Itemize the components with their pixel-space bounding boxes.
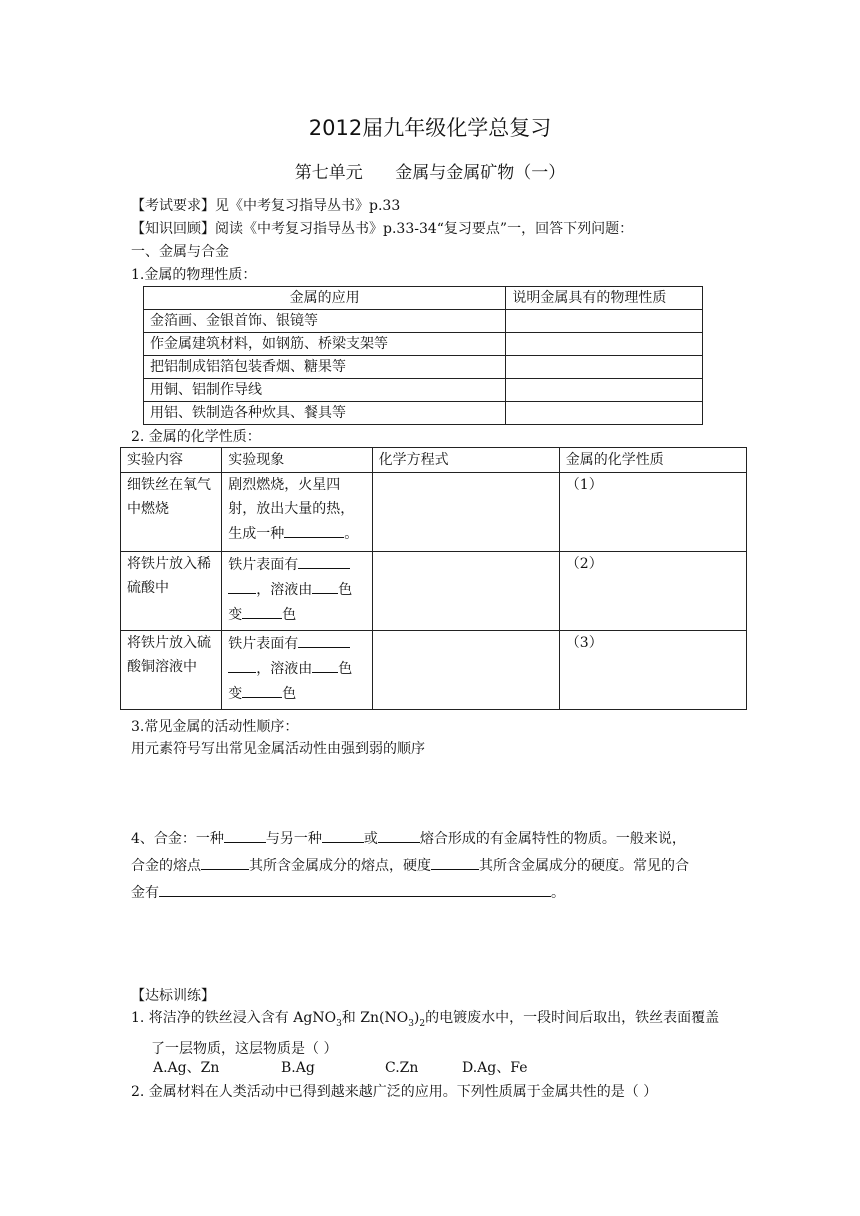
answer-blank[interactable] bbox=[322, 826, 364, 843]
answer-cell[interactable] bbox=[506, 379, 703, 402]
table-header: 实验现象 bbox=[222, 448, 372, 473]
answer-blank[interactable] bbox=[201, 853, 249, 870]
property-cell: （1） bbox=[559, 473, 746, 552]
answer-cell[interactable] bbox=[506, 310, 703, 333]
question-text: 了一层物质，这层物质是（ ） bbox=[151, 1040, 338, 1057]
activity-heading: 3.常见金属的活动性顺序： bbox=[131, 719, 299, 735]
table-row bbox=[144, 356, 703, 379]
phenomenon-cell bbox=[222, 552, 372, 631]
phenomenon-text: 铁片表面有 bbox=[228, 636, 299, 652]
phenomenon-text: 铁片表面有 bbox=[228, 557, 299, 573]
alloy-text: 或 bbox=[363, 831, 378, 847]
chemical-properties-table bbox=[120, 447, 747, 710]
question-text: 1. 将洁净的铁丝浸入含有 AgNO bbox=[131, 1010, 337, 1026]
alloy-text: 4、合金：一种 bbox=[131, 831, 224, 847]
alloy-text: 熔合形成的有金属特性的物质。一般来说， bbox=[419, 831, 686, 847]
property-cell: （3） bbox=[559, 631, 746, 710]
answer-blank[interactable] bbox=[298, 631, 350, 648]
answer-blank[interactable] bbox=[228, 577, 256, 594]
alloy-text: 。 bbox=[551, 885, 565, 901]
answer-blank[interactable] bbox=[312, 656, 338, 673]
phenomenon-text: ，溶液由 bbox=[256, 582, 313, 598]
table-cell: 用铜、铝制作导线 bbox=[144, 379, 506, 402]
answer-blank[interactable] bbox=[242, 681, 282, 698]
experiment-cell: 细铁丝在氧气中燃烧 bbox=[121, 473, 222, 552]
practice-heading: 【达标训练】 bbox=[131, 988, 215, 1004]
knowledge-review: 【知识回顾】阅读《中考复习指导丛书》p.33-34“复习要点”一，回答下列问题： bbox=[131, 221, 634, 237]
physical-properties-table bbox=[143, 286, 703, 425]
phenomenon-text: 色变 bbox=[228, 661, 353, 702]
phenomenon-cell bbox=[222, 473, 372, 552]
question-text: ) bbox=[413, 1010, 420, 1026]
answer-blank[interactable] bbox=[312, 577, 338, 594]
option-d[interactable]: D.Ag、Fe bbox=[462, 1060, 528, 1076]
table-row bbox=[144, 402, 703, 425]
alloy-paragraph bbox=[131, 826, 741, 907]
alloy-text: 其所含金属成分的硬度。常见的合 bbox=[479, 858, 689, 874]
phenomenon-text: 色变 bbox=[228, 582, 353, 623]
physical-heading: 1.金属的物理性质： bbox=[131, 267, 257, 283]
page-title: 2012届九年级化学总复习 bbox=[308, 116, 552, 140]
answer-blank[interactable] bbox=[242, 602, 282, 619]
alloy-text: 金有 bbox=[131, 885, 159, 901]
answer-cell[interactable] bbox=[506, 402, 703, 425]
exam-requirement: 【考试要求】见《中考复习指导丛书》p.33 bbox=[131, 198, 401, 214]
table-row bbox=[144, 333, 703, 356]
answer-cell[interactable] bbox=[506, 356, 703, 379]
unit-subtitle: 第七单元 金属与金属矿物（一） bbox=[294, 163, 566, 183]
experiment-cell: 将铁片放入硫酸铜溶液中 bbox=[121, 631, 222, 710]
phenomenon-text: 剧烈燃烧，火星四射，放出大量的热，生成一种 bbox=[228, 477, 355, 542]
subscript: 3 bbox=[336, 1018, 342, 1029]
question-2: 2. 金属材料在人类活动中已得到越来越广泛的应用。下列性质属于金属共性的是（ ） bbox=[131, 1084, 658, 1100]
equation-cell[interactable] bbox=[372, 552, 559, 631]
option-b[interactable]: B.Ag bbox=[281, 1060, 315, 1076]
table-header: 实验内容 bbox=[121, 448, 222, 473]
table-row bbox=[121, 473, 747, 552]
table-header: 化学方程式 bbox=[372, 448, 559, 473]
table-header: 金属的化学性质 bbox=[559, 448, 746, 473]
table-cell: 把铝制成铝箔包装香烟、糖果等 bbox=[144, 356, 506, 379]
answer-blank[interactable] bbox=[431, 853, 479, 870]
answer-blank[interactable] bbox=[224, 826, 266, 843]
subscript: 3 bbox=[408, 1018, 414, 1029]
chemical-heading: 2. 金属的化学性质： bbox=[131, 429, 261, 445]
phenomenon-text: ，溶液由 bbox=[256, 661, 313, 677]
answer-blank[interactable] bbox=[298, 552, 350, 569]
question-text: 的电镀废水中，一段时间后取出，铁丝表面覆盖 bbox=[425, 1010, 720, 1026]
table-row bbox=[121, 552, 747, 631]
alloy-text: 与另一种 bbox=[265, 831, 322, 847]
table-row bbox=[121, 631, 747, 710]
answer-cell[interactable] bbox=[506, 333, 703, 356]
property-cell: （2） bbox=[559, 552, 746, 631]
activity-description: 用元素符号写出常见金属活动性由强到弱的顺序 bbox=[131, 741, 425, 757]
alloy-text: 合金的熔点 bbox=[131, 858, 201, 874]
question-1 bbox=[131, 1006, 751, 1062]
option-c[interactable]: C.Zn bbox=[385, 1060, 419, 1076]
equation-cell[interactable] bbox=[372, 631, 559, 710]
phenomenon-text: 色 bbox=[282, 607, 297, 623]
answer-blank[interactable] bbox=[159, 880, 551, 897]
answer-blank[interactable] bbox=[378, 826, 420, 843]
table-row bbox=[144, 379, 703, 402]
equation-cell[interactable] bbox=[372, 473, 559, 552]
question-text: 和 Zn(NO bbox=[341, 1010, 409, 1026]
phenomenon-text: 。 bbox=[344, 526, 359, 542]
answer-blank[interactable] bbox=[284, 521, 344, 538]
table-cell: 用铝、铁制造各种炊具、餐具等 bbox=[144, 402, 506, 425]
experiment-cell: 将铁片放入稀硫酸中 bbox=[121, 552, 222, 631]
section-heading: 一、金属与合金 bbox=[131, 244, 229, 260]
option-a[interactable]: A.Ag、Zn bbox=[153, 1060, 220, 1076]
subscript: 2 bbox=[419, 1018, 426, 1029]
table-row bbox=[144, 310, 703, 333]
phenomenon-text: 色 bbox=[282, 686, 297, 702]
alloy-text: 其所含金属成分的熔点，硬度 bbox=[249, 858, 431, 874]
table-cell: 金箔画、金银首饰、银镜等 bbox=[144, 310, 506, 333]
phenomenon-cell bbox=[222, 631, 372, 710]
table-cell: 作金属建筑材料，如钢筋、桥梁支架等 bbox=[144, 333, 506, 356]
table-header: 金属的应用 bbox=[144, 287, 506, 310]
options-row bbox=[153, 1056, 773, 1081]
table-header: 说明金属具有的物理性质 bbox=[506, 287, 703, 310]
answer-blank[interactable] bbox=[228, 656, 256, 673]
